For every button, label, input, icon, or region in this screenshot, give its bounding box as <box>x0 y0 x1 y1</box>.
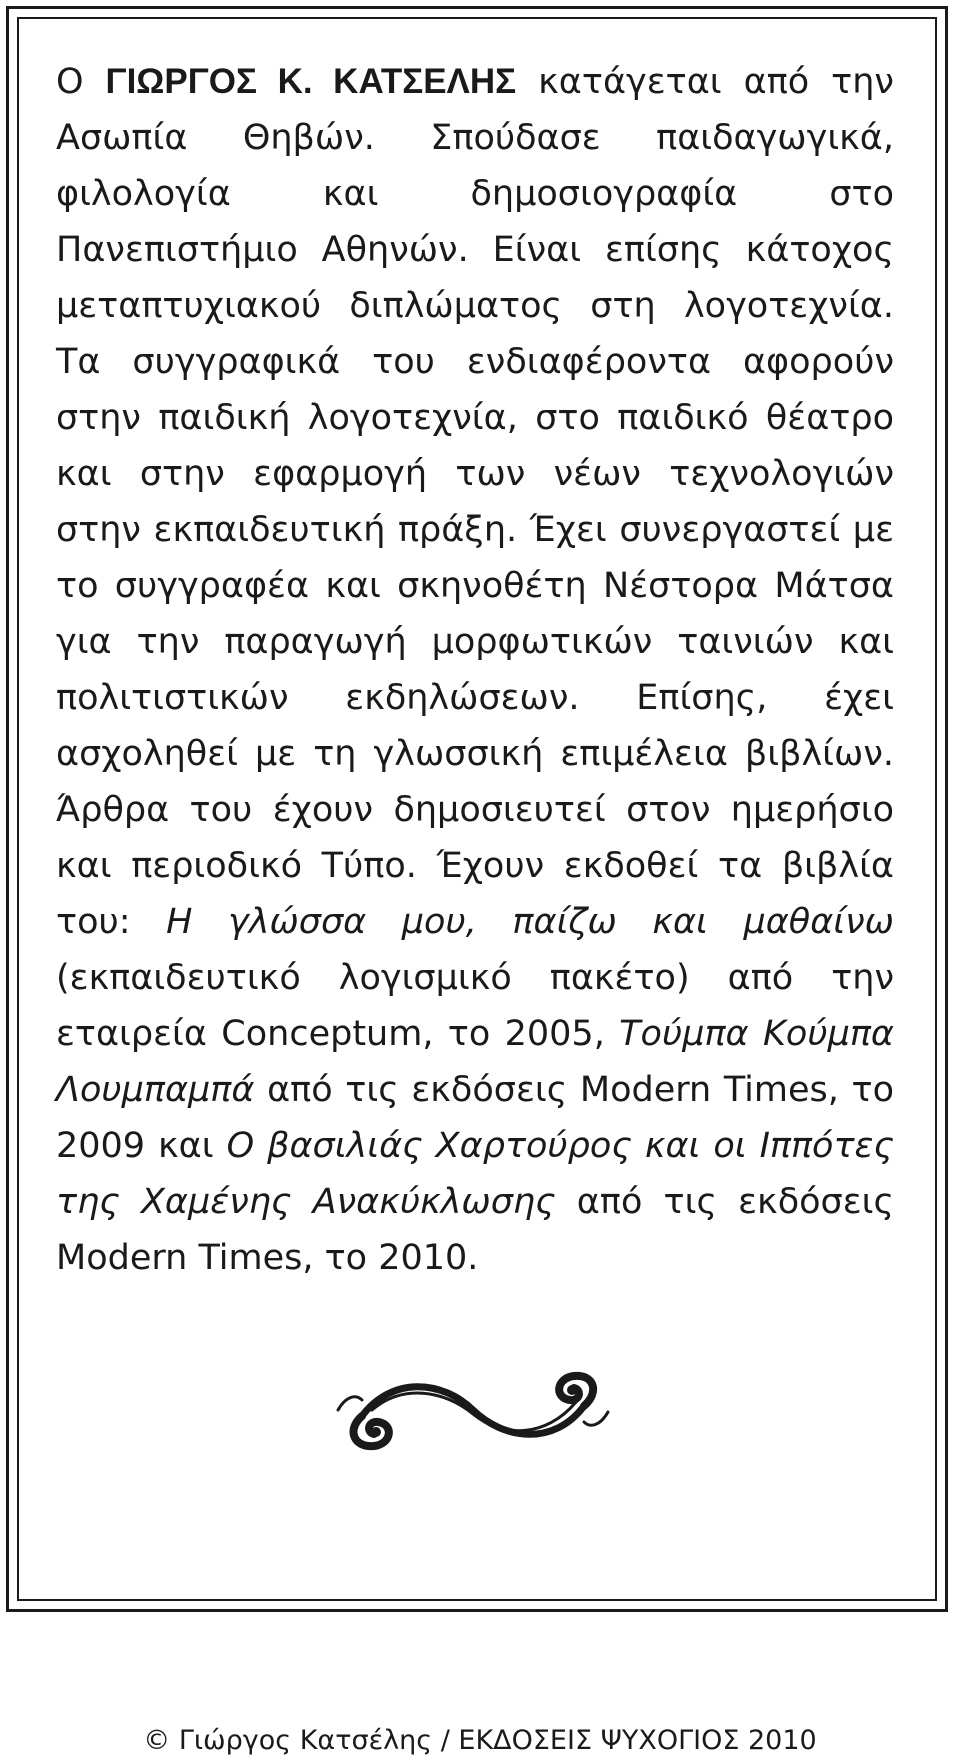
author-biography <box>56 54 894 1286</box>
bio-text-1: κατάγεται από την Ασωπία Θηβών. Σπούδασε παιδαγωγικά, φιλολογία και δημοσιογραφία στο Πανεπιστήμιο Αθηνών. Είναι επίσης κάτοχος μεταπτυχιακού διπλώματος στη λογοτεχνία. Τα συγγραφικά του ενδιαφέροντα αφορούν στην παιδική λογοτεχνία, στο παιδικό θέατρο και στην εφαρμογή των νέων τεχνολογιών στην εκπαιδευτική πράξη. Έχει συνεργαστεί με το συγγραφέα και σκηνοθέτη Νέστορα Μάτσα για την παραγωγή μορφωτικών ταινιών και πολιτιστικών εκδηλώσεων. Επίσης, έχει ασχοληθεί με τη γλωσσική επιμέλεια βιβλίων. Άρθρα του έχουν δημοσιευτεί στον ημερήσιο και περιοδικό Τύπο. Έχουν εκδοθεί τα βιβλία του: <box>56 62 894 942</box>
book-title-3: Ο βασιλιάς Χαρτούρος και οι Ιππότες της Χαμένης Ανακύκλωσης <box>56 1126 894 1222</box>
bio-text-2: (εκπαιδευτικό λογισμικό πακέτο) από την εταιρεία Conceptum, το 2005, <box>56 958 894 1054</box>
bio-intro: Ο <box>56 62 106 102</box>
swirl-ornament-icon <box>332 1370 614 1452</box>
bio-text-4: από τις εκδόσεις Modern Times, το 2010. <box>56 1182 895 1278</box>
book-title-2: Τούμπα Κούμπα Λουμπαμπά <box>56 1014 894 1110</box>
book-title-1: Η γλώσσα μου, παίζω και μαθαίνω <box>166 902 894 942</box>
copyright-footer: © Γιώργος Κατσέλης / ΕΚΔΟΣΕΙΣ ΨΥΧΟΓΙΟΣ 2010 <box>143 1725 817 1756</box>
author-name: ΓΙΩΡΓΟΣ Κ. ΚΑΤΣΕΛΗΣ <box>105 62 517 101</box>
bio-text-3: από τις εκδόσεις Modern Times, το 2009 και <box>56 1070 894 1166</box>
